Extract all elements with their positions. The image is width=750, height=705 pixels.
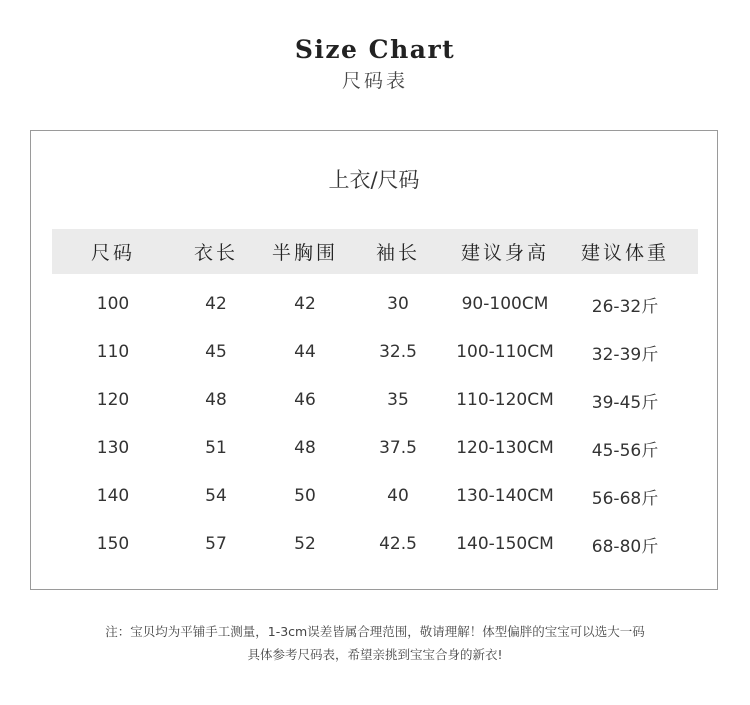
cell-size: 120 bbox=[96, 390, 130, 410]
table-row bbox=[52, 428, 698, 468]
table-row bbox=[52, 524, 698, 564]
cell-size: 100 bbox=[96, 294, 130, 314]
cell-size: 130 bbox=[96, 438, 130, 458]
cell-weight: 26-32斤 bbox=[591, 296, 659, 317]
header-half-chest: 半胸围 bbox=[271, 242, 339, 264]
cell-size: 150 bbox=[96, 534, 130, 554]
cell-weight: 45-56斤 bbox=[591, 440, 659, 461]
cell-length: 45 bbox=[205, 342, 227, 362]
header-sleeve: 袖长 bbox=[375, 242, 421, 264]
cell-height: 140-150CM bbox=[456, 534, 554, 554]
cell-sleeve: 40 bbox=[387, 486, 409, 506]
cell-sleeve: 32.5 bbox=[379, 342, 417, 362]
note-line-2: 具体参考尺码表，希望亲挑到宝宝合身的新衣! bbox=[247, 647, 503, 662]
cell-sleeve: 30 bbox=[387, 294, 409, 314]
cell-length: 48 bbox=[205, 390, 227, 410]
cell-height: 110-120CM bbox=[456, 390, 554, 410]
table-row bbox=[52, 476, 698, 516]
cell-sleeve: 37.5 bbox=[379, 438, 417, 458]
table-row bbox=[52, 284, 698, 324]
cell-weight: 39-45斤 bbox=[591, 392, 659, 413]
cell-weight: 32-39斤 bbox=[591, 344, 659, 365]
header-length: 衣长 bbox=[193, 242, 239, 264]
cell-length: 51 bbox=[205, 438, 227, 458]
cell-size: 110 bbox=[96, 342, 130, 362]
cell-half-chest: 50 bbox=[294, 486, 316, 506]
page-title: Size Chart bbox=[294, 35, 456, 64]
header-weight: 建议体重 bbox=[580, 242, 670, 264]
cell-weight: 68-80斤 bbox=[591, 536, 659, 557]
cell-half-chest: 52 bbox=[294, 534, 316, 554]
cell-sleeve: 35 bbox=[387, 390, 409, 410]
cell-length: 54 bbox=[205, 486, 227, 506]
cell-weight: 56-68斤 bbox=[591, 488, 659, 509]
table-header-row bbox=[52, 229, 698, 274]
cell-height: 130-140CM bbox=[456, 486, 554, 506]
header-height: 建议身高 bbox=[460, 242, 550, 264]
cell-sleeve: 42.5 bbox=[379, 534, 417, 554]
cell-half-chest: 46 bbox=[294, 390, 316, 410]
cell-length: 57 bbox=[205, 534, 227, 554]
cell-length: 42 bbox=[205, 294, 227, 314]
cell-height: 90-100CM bbox=[461, 294, 549, 314]
cell-half-chest: 48 bbox=[294, 438, 316, 458]
table-title: 上衣/尺码 bbox=[328, 168, 420, 192]
cell-half-chest: 44 bbox=[294, 342, 316, 362]
cell-height: 100-110CM bbox=[456, 342, 554, 362]
table-row bbox=[52, 380, 698, 420]
cell-size: 140 bbox=[96, 486, 130, 506]
cell-height: 120-130CM bbox=[456, 438, 554, 458]
table-row bbox=[52, 332, 698, 372]
header-size: 尺码 bbox=[90, 242, 136, 264]
size-chart-box bbox=[30, 130, 718, 590]
page-subtitle: 尺码表 bbox=[341, 70, 408, 92]
note-line-1: 注：宝贝均为平铺手工测量，1-3cm误差皆属合理范围，敬请理解！体型偏胖的宝宝可以选大一码 bbox=[105, 624, 645, 639]
cell-half-chest: 42 bbox=[294, 294, 316, 314]
